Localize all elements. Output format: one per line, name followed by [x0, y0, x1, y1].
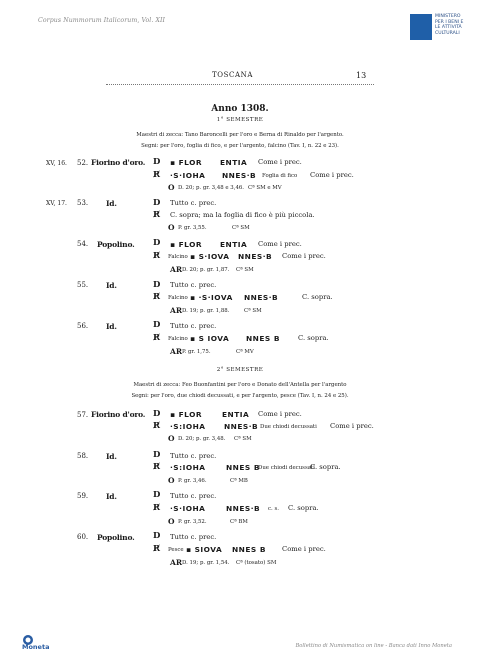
metal-symbol: O	[168, 517, 175, 526]
obverse-symbol: D	[153, 490, 161, 500]
reverse-description: Come i prec.	[310, 171, 354, 179]
metal-symbol: AR	[170, 347, 183, 356]
metal-symbol: O	[168, 183, 175, 192]
obverse-symbol: D	[153, 157, 161, 167]
obverse-legend-right: ENTIA	[222, 410, 250, 419]
reverse-sign: Falcino	[168, 336, 188, 342]
reverse-sign: Pesce	[168, 547, 184, 553]
moneta-logo	[22, 633, 58, 651]
entry-number: 59.	[77, 492, 89, 500]
reverse-legend-left: ▪ S IOVA	[190, 334, 230, 343]
header-rule	[106, 84, 374, 85]
reverse-symbol: R̸	[153, 544, 161, 554]
reverse-symbol: R̸	[153, 251, 161, 261]
reverse-symbol: R̸	[153, 462, 161, 472]
series-title: Corpus Nummorum Italicorum, Vol. XII	[38, 17, 166, 24]
reverse-legend-right: NNES B	[226, 463, 260, 472]
obverse-symbol: D	[153, 320, 161, 330]
coin-measurements: D. 19; p. gr. 1,88.	[182, 308, 230, 314]
reverse-description: C. sopra.	[288, 504, 319, 512]
obverse-description: Tutto c. prec.	[170, 322, 217, 330]
reverse-description: C. sopra.	[298, 334, 329, 342]
metal-symbol: AR	[170, 265, 183, 274]
obverse-legend-left: ▪ FLOR	[170, 410, 203, 419]
collection-ref: Cª SM e MV	[248, 185, 282, 191]
collection-ref: Cª MB	[230, 478, 248, 484]
collection-ref: Cª SM	[234, 436, 252, 442]
reverse-sign: Falcino	[168, 254, 188, 260]
obverse-description: Tutto c. prec.	[170, 281, 217, 289]
collection-ref: Cª MV	[236, 349, 254, 355]
plate-ref: XV, 16.	[46, 160, 67, 167]
entry-number: 60.	[77, 533, 89, 541]
semester-2-signs: Segni: per l'oro, due chiodi decussati, e per l'argento, pesce (Tav. I, n. 24 e 25).	[131, 393, 349, 399]
semester-1-title: 1° SEMESTRE	[216, 117, 264, 123]
reverse-symbol: R̸	[153, 170, 161, 180]
coin-measurements: D. 20; p. gr. 1,87.	[182, 267, 230, 273]
collection-ref: Cª SM	[244, 308, 262, 314]
reverse-legend-left: ·S·IOHA	[170, 504, 206, 513]
coin-measurements: P. gr. 3,52.	[178, 519, 207, 525]
entry-number: 56.	[77, 322, 89, 330]
obverse-description: Tutto c. prec.	[170, 492, 217, 500]
reverse-sign: Due chiodi decussati	[260, 424, 317, 430]
ministry-logo-text: MINISTERO PER I BENI E LE ATTIVITÀ CULTURALI	[435, 14, 464, 36]
footer-text: Bollettino di Numismatica on line - Banca dati Inno Moneta	[295, 643, 452, 649]
plate-ref: XV, 17.	[46, 200, 67, 207]
obverse-description: Come i prec.	[258, 158, 302, 166]
reverse-legend-left: ▪ SIOVA	[186, 545, 223, 554]
reverse-legend-right: NNES·B	[244, 293, 279, 302]
obverse-description: Come i prec.	[258, 410, 302, 418]
reverse-legend-left: ·S:IOHA	[170, 422, 206, 431]
reverse-legend-left: ·S:IOHA	[170, 463, 206, 472]
reverse-legend-right: NNES·B	[224, 422, 259, 431]
reverse-legend-left: ▪ S·IOVA	[190, 252, 230, 261]
coin-measurements: P. gr. 1,75.	[182, 349, 211, 355]
reverse-description: Come i prec.	[282, 545, 326, 553]
reverse-symbol: R̸	[153, 333, 161, 343]
reverse-legend-left: ·S·IOHA	[170, 171, 206, 180]
semester-2-title: 2° SEMESTRE	[216, 367, 264, 373]
obverse-symbol: D	[153, 409, 161, 419]
coin-measurements: D. 20; p. gr. 3,48.	[178, 436, 226, 442]
reverse-sign: c. s.	[268, 506, 279, 512]
obverse-description: Tutto c. prec.	[170, 533, 217, 541]
collection-ref: Cª BM	[230, 519, 248, 525]
reverse-sign: Foglia di fico	[262, 173, 298, 179]
entry-number: 54.	[77, 240, 89, 248]
coin-measurements: P. gr. 3,46.	[178, 478, 207, 484]
entry-number: 53.	[77, 199, 89, 207]
reverse-legend-right: NNES·B	[226, 504, 261, 513]
obverse-symbol: D	[153, 280, 161, 290]
obverse-symbol: D	[153, 531, 161, 541]
reverse-description: C. sopra.	[302, 293, 333, 301]
entry-denomination: Fiorino d'oro.	[91, 410, 146, 419]
ministry-logo	[410, 12, 472, 48]
obverse-legend-left: ▪ FLOR	[170, 240, 203, 249]
reverse-symbol: R̸	[153, 503, 161, 513]
year-heading: Anno 1308.	[211, 104, 269, 114]
obverse-legend-right: ENTIA	[220, 240, 248, 249]
obverse-description: Tutto c. prec.	[170, 452, 217, 460]
entry-number: 58.	[77, 452, 89, 460]
metal-symbol: O	[168, 434, 175, 443]
collection-ref: Cª SM	[236, 267, 254, 273]
semester-2-masters: Maestri di zecca: Feo Buonfantini per l'oro e Donato dell'Antella per l'argento	[133, 382, 347, 388]
metal-symbol: O	[168, 223, 175, 232]
reverse-legend-right: NNES B	[232, 545, 266, 554]
moneta-logo-text: Moneta	[22, 643, 50, 651]
entry-denomination: Id.	[106, 322, 117, 331]
metal-symbol: AR	[170, 306, 183, 315]
reverse-legend-left: ▪ ·S·IOVA	[190, 293, 233, 302]
reverse-symbol: R̸	[153, 292, 161, 302]
reverse-symbol: R̸	[153, 421, 161, 431]
semester-1-masters: Maestri di zecca: Tano Baroncelli per l'oro e Berna di Rinaldo per l'argento.	[136, 132, 344, 138]
reverse-description: Come i prec.	[330, 422, 374, 430]
obverse-symbol: D	[153, 198, 161, 208]
reverse-description: C. sopra.	[310, 463, 341, 471]
collection-ref: Cª (tosato) SM	[236, 560, 277, 566]
obverse-description: Come i prec.	[258, 240, 302, 248]
obverse-legend-left: ▪ FLOR	[170, 158, 203, 167]
semester-1-signs: Segni: per l'oro, foglia di fico, e per l'argento, falcino (Tav. I, n. 22 e 23).	[141, 143, 339, 149]
reverse-description: C. sopra; ma la foglia di fico è più piccola.	[170, 211, 315, 219]
reverse-legend-right: NNES B	[246, 334, 280, 343]
coin-measurements: D. 20; p. gr. 3,48 e 3,46.	[178, 185, 245, 191]
obverse-description: Tutto c. prec.	[170, 199, 217, 207]
reverse-legend-right: NNES·B	[222, 171, 257, 180]
reverse-sign: Falcino	[168, 295, 188, 301]
entry-denomination: Id.	[106, 492, 117, 501]
collection-ref: Cª SM	[232, 225, 250, 231]
entry-denomination: Id.	[106, 199, 117, 208]
coin-measurements: D. 19; p. gr. 1,54.	[182, 560, 230, 566]
entry-denomination: Id.	[106, 452, 117, 461]
running-head-region: TOSCANA	[212, 71, 253, 79]
obverse-symbol: D	[153, 238, 161, 248]
page-number: 13	[356, 71, 367, 80]
reverse-legend-right: NNES·B	[238, 252, 273, 261]
entry-denomination: Popolino.	[97, 533, 135, 542]
entry-number: 55.	[77, 281, 89, 289]
ministry-emblem-icon	[410, 14, 432, 40]
reverse-sign: Due chiodi decussati	[258, 465, 315, 471]
coin-measurements: P. gr. 3,55.	[178, 225, 207, 231]
entry-denomination: Fiorino d'oro.	[91, 158, 146, 167]
metal-symbol: AR	[170, 558, 183, 567]
entry-number: 57.	[77, 411, 89, 419]
reverse-symbol: R̸	[153, 210, 161, 220]
reverse-description: Come i prec.	[282, 252, 326, 260]
obverse-symbol: D	[153, 450, 161, 460]
obverse-legend-right: ENTIA	[220, 158, 248, 167]
entry-denomination: Popolino.	[97, 240, 135, 249]
entry-denomination: Id.	[106, 281, 117, 290]
entry-number: 52.	[77, 159, 89, 167]
metal-symbol: O	[168, 476, 175, 485]
